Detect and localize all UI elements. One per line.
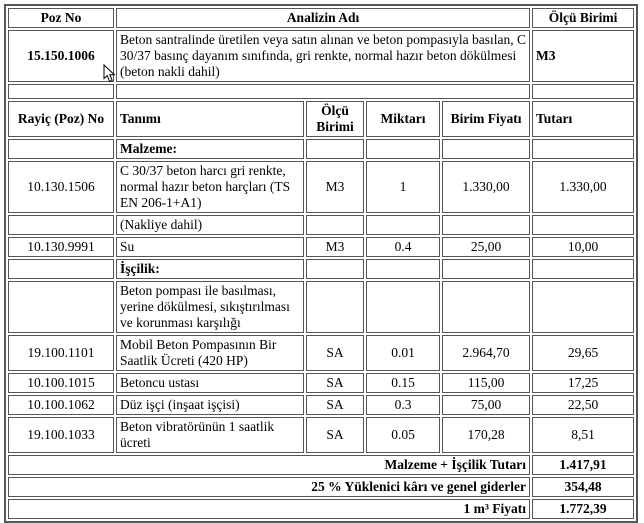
detail-row [8,237,634,257]
qty-cell [366,215,440,235]
qty-cell: 0.4 [366,237,440,257]
amount-cell [532,215,634,235]
rayic-no-cell: 10.130.9991 [8,237,114,257]
empty-cell [532,84,634,99]
unit-cell: SA [306,373,364,393]
birim-fiyati-header-cell: Birim Fiyatı [442,101,530,137]
detail-row [8,161,634,213]
tanim-cell: Su [116,237,304,257]
rayic-no-cell: 10.130.1506 [8,161,114,213]
unit-cell: SA [306,395,364,415]
section-row-iscilik [8,259,634,279]
total-row-m3-fiyati [8,499,634,519]
unit-cell [306,139,364,159]
qty-cell: 0.15 [366,373,440,393]
amount-cell: 10,00 [532,237,634,257]
qty-cell: 0.01 [366,335,440,371]
unit-price-cell: 2.964,70 [442,335,530,371]
rayic-no-cell: 19.100.1033 [8,417,114,453]
empty-cell [8,84,114,99]
amount-cell: 22,50 [532,395,634,415]
rayic-no-cell [8,259,114,279]
tanim-cell: Beton vibratörünün 1 saatlik ücreti [116,417,304,453]
qty-cell [366,281,440,333]
amount-cell: 29,65 [532,335,634,371]
amount-cell [532,281,634,333]
miktari-header-cell: Miktarı [366,101,440,137]
rayic-no-header-cell: Rayiç (Poz) No [8,101,114,137]
detail-row [8,215,634,235]
total-label-cell: Malzeme + İşçilik Tutarı [8,455,530,475]
unit-price-cell [442,139,530,159]
unit-cell [306,215,364,235]
total-row-malzeme-iscilik [8,455,634,475]
unit-price-cell [442,281,530,333]
tanim-cell: C 30/37 beton harcı gri renkte, normal hazır beton harçları (TS EN 206-1+A1) [116,161,304,213]
tanim-cell: (Nakliye dahil) [116,215,304,235]
tanim-cell: Mobil Beton Pompasının Bir Saatlik Ücreti (420 HP) [116,335,304,371]
detail-row [8,373,634,393]
unit-price-cell: 115,00 [442,373,530,393]
qty-cell [366,259,440,279]
detail-row [8,335,634,371]
unit-price-cell: 75,00 [442,395,530,415]
unit-cell [306,281,364,333]
amount-cell: 8,51 [532,417,634,453]
empty-cell [116,84,530,99]
unit-price-cell [442,215,530,235]
tanim-cell: Düz işçi (inşaat işçisi) [116,395,304,415]
unit-cell [306,259,364,279]
qty-cell [366,139,440,159]
detail-olcu-birimi-header-cell: Ölçü Birimi [306,101,364,137]
analysis-header-row [8,8,634,28]
unit-cell: M3 [306,161,364,213]
unit-cell: M3 [306,237,364,257]
tanim-cell: İşçilik: [116,259,304,279]
spacer-row [8,84,634,99]
poz-no-header-cell: Poz No [8,8,114,28]
amount-cell [532,139,634,159]
total-value-cell: 1.772,39 [532,499,634,519]
analysis-unit-cell: M3 [532,30,634,82]
rayic-no-cell [8,215,114,235]
total-value-cell: 354,48 [532,477,634,497]
rayic-no-cell [8,139,114,159]
total-value-cell: 1.417,91 [532,455,634,475]
unit-cell: SA [306,417,364,453]
unit-cell: SA [306,335,364,371]
unit-price-cell: 25,00 [442,237,530,257]
section-row-malzeme [8,139,634,159]
rayic-no-cell: 19.100.1101 [8,335,114,371]
amount-cell [532,259,634,279]
olcu-birimi-header-cell: Ölçü Birimi [532,8,634,28]
analysis-poz-no-cell: 15.150.1006 [8,30,114,82]
tanim-cell: Malzeme: [116,139,304,159]
tanim-cell: Beton pompası ile basılması, yerine dökülmesi, sıkıştırılması ve korunması karşılığı [116,281,304,333]
tutari-header-cell: Tutarı [532,101,634,137]
amount-cell: 1.330,00 [532,161,634,213]
cost-analysis-table [4,4,638,523]
detail-row [8,395,634,415]
analiz-adi-header-cell: Analizin Adı [116,8,530,28]
analysis-row [8,30,634,82]
total-label-cell: 25 % Yüklenici kârı ve genel giderler [8,477,530,497]
qty-cell: 0.3 [366,395,440,415]
detail-row [8,281,634,333]
unit-price-cell: 1.330,00 [442,161,530,213]
unit-price-cell [442,259,530,279]
total-label-cell: 1 m³ Fiyatı [8,499,530,519]
total-row-yuklenici-kari [8,477,634,497]
tanimi-header-cell: Tanımı [116,101,304,137]
rayic-no-cell: 10.100.1015 [8,373,114,393]
qty-cell: 0.05 [366,417,440,453]
rayic-no-cell [8,281,114,333]
analysis-name-cell: Beton santralinde üretilen veya satın alınan ve beton pompasıyla basılan, C 30/37 basınç dayanım sınıfında, gri renkte, normal hazır beton dökülmesi (beton nakli dahil) [116,30,530,82]
amount-cell: 17,25 [532,373,634,393]
qty-cell: 1 [366,161,440,213]
rayic-no-cell: 10.100.1062 [8,395,114,415]
tanim-cell: Betoncu ustası [116,373,304,393]
detail-row [8,417,634,453]
unit-price-cell: 170,28 [442,417,530,453]
detail-header-row [8,101,634,137]
